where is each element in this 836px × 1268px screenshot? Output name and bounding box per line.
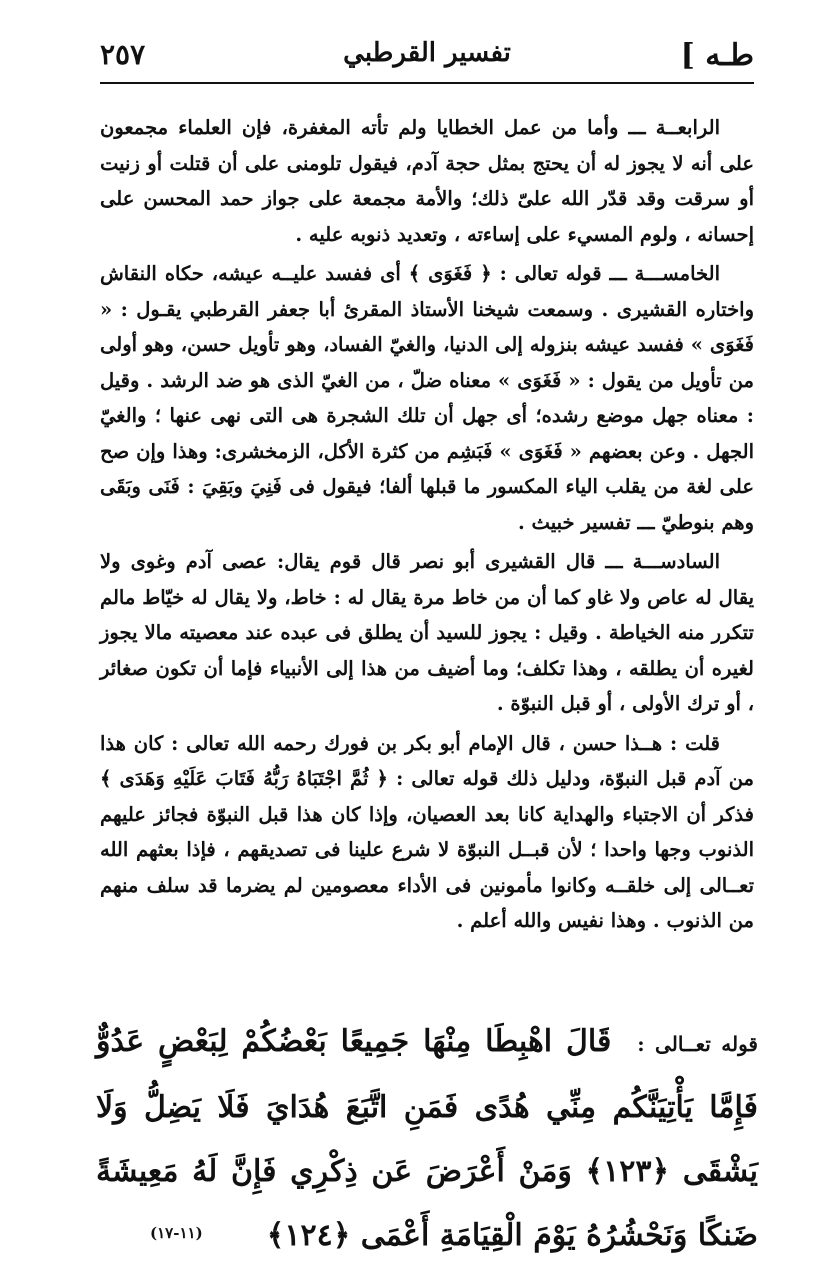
verse-intro: قوله تعــالى : [637, 1032, 758, 1056]
paragraph-fifth-issue: الخامســـة ـــ قوله تعالى : ﴿ فَغَوَى ﴾ أى ففسد عليــه عيشه، حكاه النقاش واختاره القشيرى . وسمعت شيخنا الأستاذ المقرئ أبا جعفر القرطبي يقـول : « فَغَوَى » ففسد عيشه بنزوله إلى الدنيا، والغيّ الفساد، وهو تأويل حسن، وهو أولى من تأويل من يقول : « فَغَوَى » معناه ضلّ ، من الغيّ الذى هو ضد الرشد . وقيل : معناه جهل موضع رشده؛ أى جهل أن تلك الشجرة هى التى نهى عنها ؛ والغيّ الجهل . وعن بعضهم « فَغَوَى » فَبَشِم من كثرة الأكل، الزمخشرى: وهذا وإن صح على لغة من يقلب الياء المكسور ما قبلها ألفا؛ فيقول فى فَنِيَ وبَقِيَ : فَنَى وبَقَى وهم بنوطيّ ـــ تفسير خبيث . [100, 262, 754, 534]
printer-signature: (١١-١٧) [150, 1224, 203, 1242]
paragraph-fourth-issue: الرابعــة ـــ وأما من عمل الخطايا ولم تأته المغفرة، فإن العلماء مجمعون على أنه لا يجوز له أن يحتج بمثل حجة آدم، فيقول تلومنى على أن قتلت أو زنيت أو سرقت وقد قدّر الله علىّ ذلك؛ والأمة مجمعة على جواز حمد المحسن على إحسانه ، ولوم المسيء على إساءته ، وتعديد ذنوبه عليه . [100, 116, 754, 246]
verse-text: قَالَ اهْبِطَا مِنْهَا جَمِيعًا بَعْضُكُمْ لِبَعْضٍ عَدُوٌّ فَإِمَّا يَأْتِيَنَّكُم مِنِّي هُدًى فَمَنِ اتَّبَعَ هُدَايَ فَلَا يَضِلُّ وَلَا يَشْقَى ﴿١٢٣﴾ وَمَنْ أَعْرَضَ عَن ذِكْرِي فَإِنَّ لَهُ مَعِيشَةً ضَنكًا وَنَحْشُرُهُ يَوْمَ الْقِيَامَةِ أَعْمَى ﴿١٢٤﴾ [96, 1024, 758, 1253]
commentary-body [100, 110, 754, 939]
page-header [100, 28, 754, 80]
paragraph-sixth-issue: السادســـة ـــ قال القشيرى أبو نصر قال قوم يقال: عصى آدم وغوى ولا يقال له عاص ولا غاو كما أن من خاط مرة يقال له : خاط، ولا يقال له خيّاط مالم تتكرر منه الخياطة . وقيل : يجوز للسيد أن يطلق فى عبده عند معصيته مالا يجوز لغيره أن يطلقه ، وهذا تكلف؛ وما أضيف من هذا إلى الأنبياء فإما أن تكون صغائر ، أو ترك الأولى ، أو قبل النبوّة . [100, 550, 754, 715]
header-rule [100, 82, 754, 84]
page-number: ٢٥٧ [100, 38, 146, 71]
surah-name: طـه ] [680, 38, 754, 73]
paragraph-author-note: قلت : هــذا حسن ، قال الإمام أبو بكر بن فورك رحمه الله تعالى : كان هذا من آدم قبل النبوّة، ودليل ذلك قوله تعالى : ﴿ ثُمَّ اجْتَبَاهُ رَبُّهُ فَتَابَ عَلَيْهِ وَهَدَى ﴾ فذكر أن الاجتباء والهداية كانا بعد العصيان، وإذا كان هذا قبل النبوّة فجائز عليهم الذنوب وجها واحدا ؛ لأن قبــل النبوّة لا شرع علينا فى تصديقهم ، فإذا بعثهم الله تعــالى إلى خلقــه وكانوا مأمونين فى الأداء معصومين لم يضرما قد سلف منهم من الذنوب . وهذا نفيس والله أعلم . [100, 731, 754, 932]
running-title: تفسير القرطبي [343, 38, 511, 68]
